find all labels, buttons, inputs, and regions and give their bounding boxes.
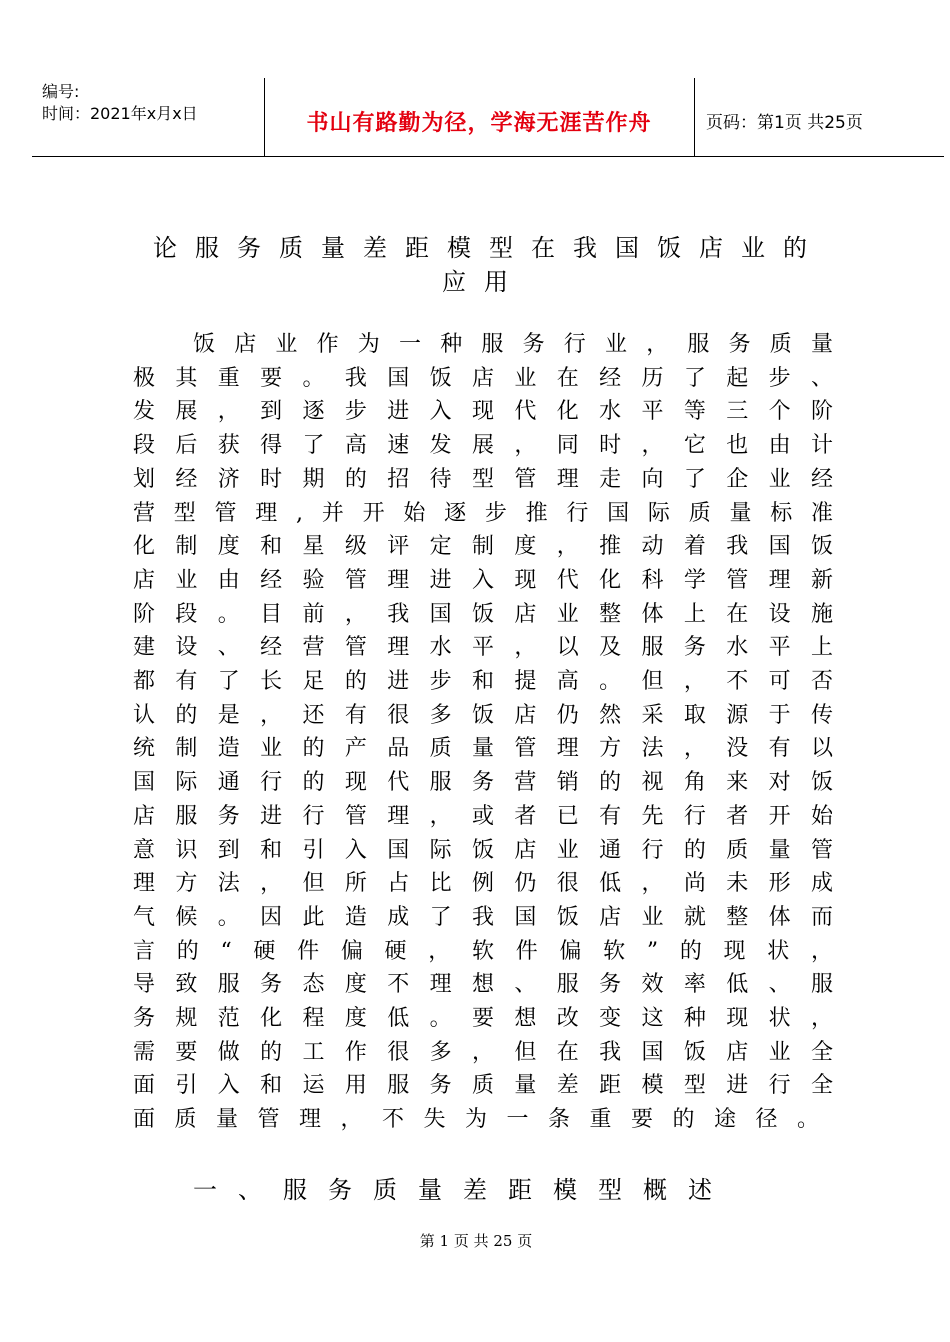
body-line: 饭店业作为一种服务行业，服务质量 bbox=[193, 332, 833, 357]
body-line: 店服务进行管理，或者已有先行者开始 bbox=[133, 803, 833, 829]
body-line: 店业由经验管理进入现代化科学管理新 bbox=[133, 567, 833, 593]
document-title-line-1: 论服务质量差距模型在我国饭店业的 bbox=[153, 234, 825, 262]
body-line: 面质量管理，不失为一条重要的途径。 bbox=[133, 1107, 839, 1133]
document-time-label: 时间：2021年x月x日 bbox=[42, 104, 198, 123]
section-heading: 一、服务质量差距模型概述 bbox=[193, 1176, 733, 1204]
body-line: 面引入和运用服务质量差距模型进行全 bbox=[133, 1073, 833, 1099]
body-line: 务规范化程度低。要想改变这种现状， bbox=[133, 1006, 833, 1031]
body-line: 发展，到逐步进入现代化水平等三个阶 bbox=[133, 399, 833, 425]
body-line: 意识到和引入国际饭店业通行的质量管 bbox=[133, 837, 833, 863]
header-left bbox=[42, 81, 198, 125]
header-divider bbox=[694, 78, 695, 156]
body-line: 极其重要。我国饭店业在经历了起步、 bbox=[133, 365, 833, 391]
body-line: 段后获得了高速发展，同时，它也由计 bbox=[133, 433, 833, 459]
body-line: 言的“硬件偏硬，软件偏软”的现状， bbox=[133, 938, 833, 964]
body-line: 理方法，但所占比例仍很低，尚未形成 bbox=[133, 871, 833, 897]
body-line: 需要做的工作很多，但在我国饭店业全 bbox=[133, 1039, 833, 1065]
body-line: 导致服务态度不理想、服务效率低、服 bbox=[133, 972, 833, 998]
document-title-line-2: 应用 bbox=[442, 268, 526, 296]
page-footer: 第 1 页 共 25 页 bbox=[419, 1232, 533, 1250]
body-line: 认的是，还有很多饭店仍然采取源于传 bbox=[133, 702, 833, 728]
body-line: 统制造业的产品质量管理方法，没有以 bbox=[133, 736, 833, 762]
header-page-info: 页码：第1页 共25页 bbox=[706, 113, 863, 133]
body-line: 都有了长足的进步和提高。但，不可否 bbox=[133, 669, 833, 694]
body-line: 建设、经营管理水平，以及服务水平上 bbox=[133, 635, 833, 661]
body-line: 阶段。目前，我国饭店业整体上在设施 bbox=[133, 601, 833, 627]
document-number-label: 编号: bbox=[42, 82, 80, 101]
body-line: 气候。因此造成了我国饭店业就整体而 bbox=[133, 904, 833, 930]
body-line: 化制度和星级评定制度，推动着我国饭 bbox=[133, 534, 833, 560]
header-table bbox=[32, 78, 944, 157]
body-line: 国际通行的现代服务营销的视角来对饭 bbox=[133, 770, 833, 796]
body-line: 划经济时期的招待型管理走向了企业经 bbox=[133, 466, 833, 492]
body-line: 营型管理,并开始逐步推行国际质量标准 bbox=[133, 500, 833, 526]
header-motto: 书山有路勤为径，学海无涯苦作舟 bbox=[306, 110, 652, 136]
